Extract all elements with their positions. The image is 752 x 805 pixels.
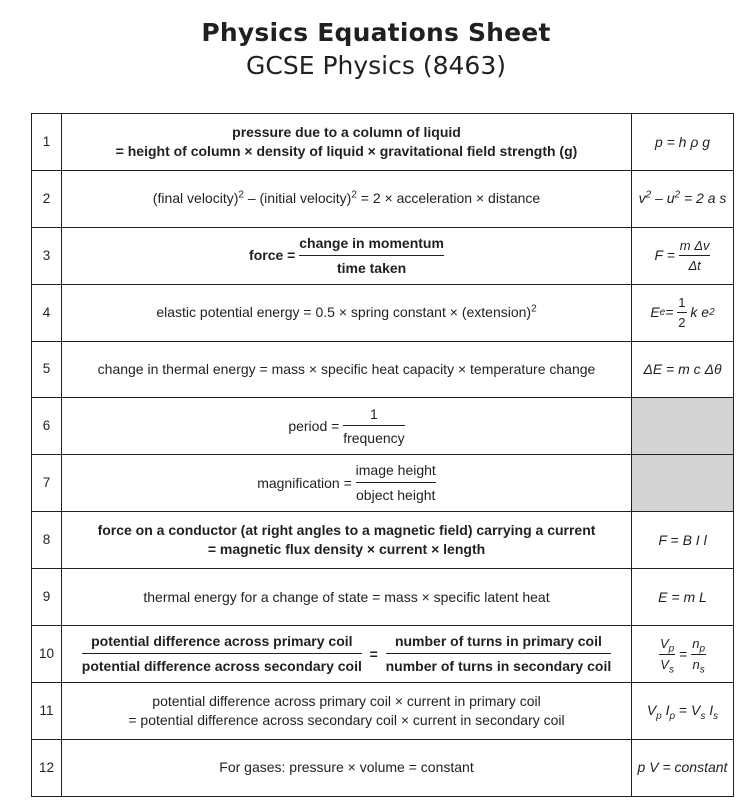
row-number: 5 — [32, 341, 62, 398]
symbol-fraction — [679, 237, 711, 275]
symbol-subscript: p — [668, 644, 675, 655]
symbol-denominator — [659, 655, 675, 674]
symbol-denominator — [691, 655, 706, 674]
symbol-subscript: s — [700, 711, 706, 723]
word-numerator: image height — [356, 461, 436, 483]
row-number: 10 — [32, 626, 62, 683]
word-numerator: number of turns in primary coil — [386, 632, 612, 654]
symbol-equation: p V = constant — [632, 739, 734, 796]
symbol-superscript: 2 — [674, 189, 681, 201]
symbol-part: V — [691, 702, 701, 719]
word-equation-line-2: = height of column × density of liquid × gravitational field strength (g) — [115, 142, 578, 159]
symbol-fraction-left — [659, 635, 675, 676]
symbol-part: = — [665, 304, 674, 321]
symbol-fraction-right — [691, 635, 706, 676]
symbol-part: V — [660, 656, 669, 672]
equation-row-3 — [32, 227, 734, 284]
word-equation — [62, 114, 632, 171]
word-superscript: 2 — [351, 189, 357, 201]
word-denominator: object height — [356, 487, 436, 504]
word-equation — [62, 398, 632, 455]
word-equation: For gases: pressure × volume = constant — [62, 739, 632, 796]
word-numerator: potential difference across primary coil — [82, 632, 362, 654]
word-lhs: period = — [288, 417, 340, 434]
symbol-cell-blank — [632, 455, 734, 512]
word-fraction-left — [82, 632, 362, 676]
symbol-equals: = — [675, 702, 692, 719]
word-equation — [62, 170, 632, 227]
symbol-part: n — [692, 656, 700, 672]
symbol-subscript: p — [699, 644, 705, 655]
word-fraction — [356, 461, 436, 505]
symbol-numerator: 1 — [677, 294, 686, 314]
equation-row-7 — [32, 455, 734, 512]
row-number: 1 — [32, 114, 62, 171]
word-numerator: 1 — [343, 405, 404, 427]
symbol-superscript: 2 — [645, 189, 652, 201]
symbol-numerator: m Δv — [679, 237, 711, 257]
equation-row-2 — [32, 170, 734, 227]
symbol-subscript: s — [713, 711, 719, 723]
symbol-part: – u — [651, 190, 675, 207]
row-number: 9 — [32, 569, 62, 626]
word-lhs: magnification = — [257, 474, 352, 491]
word-superscript: 2 — [238, 189, 244, 201]
word-equation — [62, 626, 632, 683]
symbol-equation — [632, 626, 734, 683]
word-equation-line-1: potential difference across primary coil × current in primary coil — [152, 692, 541, 709]
row-number: 12 — [32, 739, 62, 796]
equation-row-6 — [32, 398, 734, 455]
row-number: 8 — [32, 512, 62, 569]
symbol-denominator: Δt — [688, 258, 701, 274]
word-fraction — [343, 405, 404, 449]
symbol-subscript: p — [656, 711, 662, 723]
row-number: 3 — [32, 227, 62, 284]
row-number: 7 — [32, 455, 62, 512]
word-fraction — [299, 234, 444, 278]
word-equation-line-1: force on a conductor (at right angles to a magnetic field) carrying a current — [97, 522, 596, 539]
word-equation-line-2: = potential difference across secondary coil × current in secondary coil — [128, 711, 565, 728]
row-number: 2 — [32, 170, 62, 227]
equation-row-8 — [32, 512, 734, 569]
symbol-equation: ΔE = m c Δθ — [632, 341, 734, 398]
word-lhs: force = — [249, 247, 296, 264]
symbol-numerator — [659, 635, 675, 655]
equation-row-12 — [32, 739, 734, 796]
symbol-subscript: s — [699, 664, 705, 676]
word-denominator: number of turns in secondary coil — [385, 657, 612, 674]
word-superscript: 2 — [531, 303, 537, 315]
equation-row-11 — [32, 682, 734, 739]
symbol-lhs: F = — [654, 247, 675, 264]
symbol-fraction — [677, 294, 686, 332]
equations-table — [31, 113, 734, 797]
word-part: elastic potential energy = 0.5 × spring constant × (extension) — [156, 304, 532, 321]
symbol-subscript: s — [668, 664, 674, 676]
symbol-equation — [632, 682, 734, 739]
symbol-part: I — [705, 702, 714, 719]
word-equation-line-2: = magnetic flux density × current × length — [207, 541, 486, 558]
equation-row-1 — [32, 114, 734, 171]
symbol-denominator: 2 — [678, 315, 686, 331]
symbol-part: V — [646, 702, 657, 719]
equation-row-4 — [32, 284, 734, 341]
word-denominator: potential difference across secondary coil — [81, 657, 362, 674]
word-equation — [62, 512, 632, 569]
equation-row-5 — [32, 341, 734, 398]
page-subtitle: GCSE Physics (8463) — [246, 51, 506, 80]
word-equation — [62, 227, 632, 284]
page-title: Physics Equations Sheet — [201, 18, 551, 47]
word-part: (final velocity) — [152, 190, 239, 207]
word-denominator: frequency — [343, 430, 405, 447]
equation-row-10 — [32, 626, 734, 683]
symbol-equation: p = h ρ g — [632, 114, 734, 171]
word-equation — [62, 284, 632, 341]
row-number: 11 — [32, 682, 62, 739]
row-number: 6 — [32, 398, 62, 455]
symbol-part: V — [660, 636, 669, 652]
symbol-part: E — [650, 304, 660, 321]
symbol-equation — [632, 227, 734, 284]
word-equals: = — [369, 645, 378, 662]
symbol-equals: = — [679, 646, 688, 662]
word-denominator: time taken — [336, 259, 407, 276]
symbol-part: v — [638, 190, 646, 207]
symbol-equation — [632, 170, 734, 227]
word-numerator: change in momentum — [299, 234, 444, 256]
symbol-equation: E = m L — [632, 569, 734, 626]
symbol-subscript: p — [669, 711, 676, 723]
symbol-cell-blank — [632, 398, 734, 455]
symbol-numerator — [691, 635, 706, 655]
row-number: 4 — [32, 284, 62, 341]
symbol-part: I — [661, 702, 670, 719]
symbol-equation: F = B I l — [632, 512, 734, 569]
word-equation — [62, 682, 632, 739]
symbol-part: k e — [690, 304, 710, 321]
word-equation-line-1: pressure due to a column of liquid — [232, 124, 461, 141]
word-equation — [62, 455, 632, 512]
equation-row-9 — [32, 569, 734, 626]
word-equation: change in thermal energy = mass × specific heat capacity × temperature change — [62, 341, 632, 398]
word-equation: thermal energy for a change of state = mass × specific latent heat — [62, 569, 632, 626]
symbol-part: = 2 a s — [680, 190, 727, 207]
symbol-equation: E e = $\frac{1}{2}$ k e 2 — [632, 284, 734, 341]
word-fraction-right — [386, 632, 612, 676]
symbol-part: n — [692, 636, 700, 652]
word-part: = 2 × acceleration × distance — [356, 190, 541, 207]
word-part: – (initial velocity) — [243, 190, 352, 207]
